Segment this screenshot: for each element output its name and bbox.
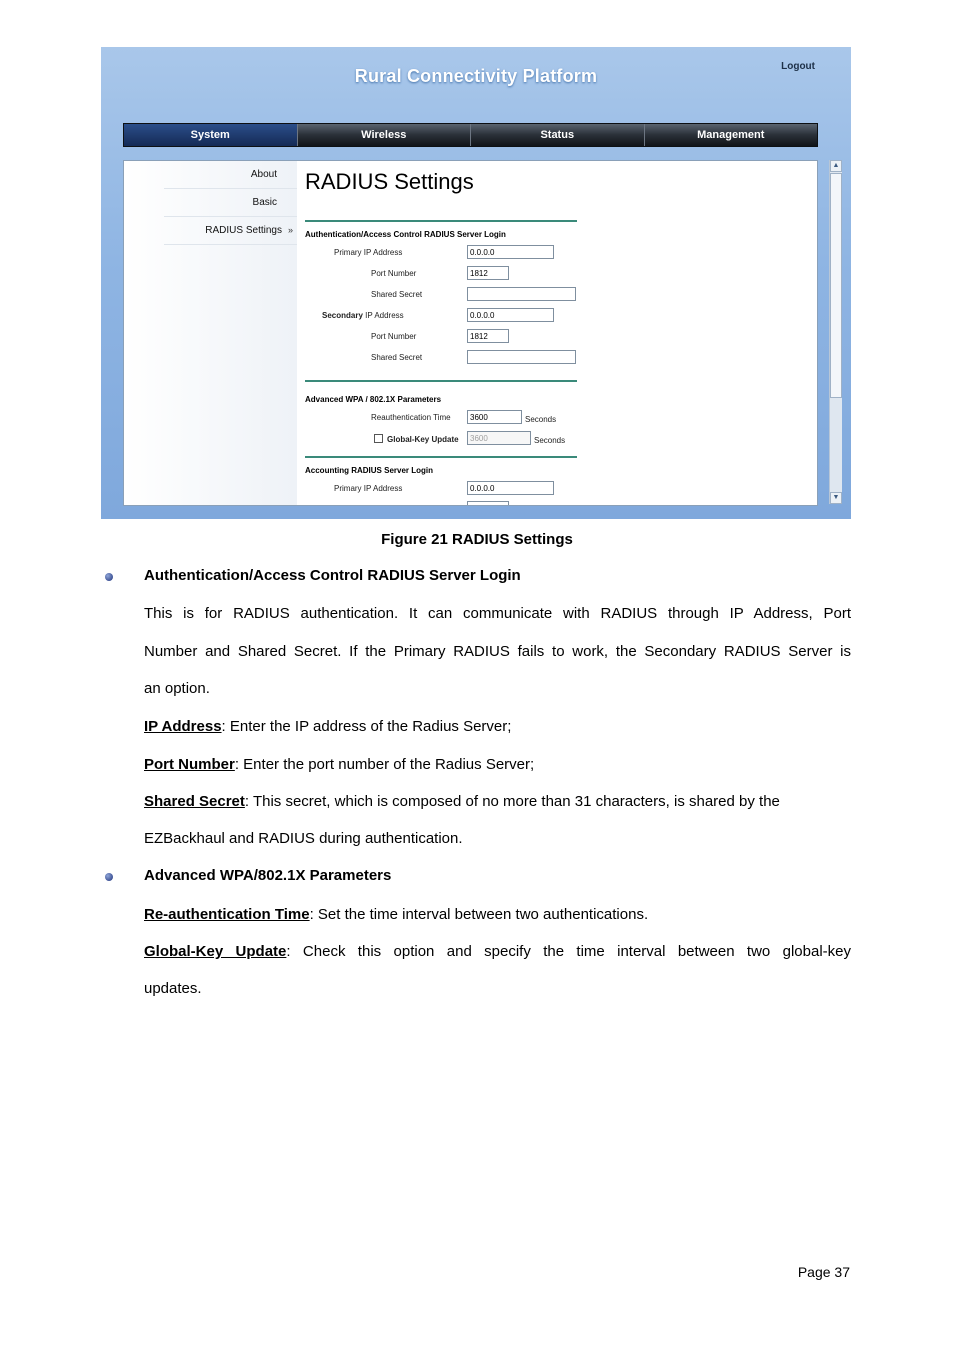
- definition-text: : Enter the port number of the Radius Server;: [234, 756, 535, 773]
- page-title: RADIUS Settings: [305, 169, 474, 194]
- scroll-down-arrow-icon[interactable]: ▼: [830, 492, 842, 504]
- tab-wireless[interactable]: Wireless: [298, 124, 472, 146]
- sidebar-item-radius-settings[interactable]: [164, 217, 297, 245]
- paragraph-line: updates.: [144, 980, 202, 997]
- logout-link[interactable]: Logout: [781, 61, 815, 72]
- wpa-section-heading: Advanced WPA / 802.1X Parameters: [305, 395, 442, 404]
- page-number: Page 37: [797, 1264, 850, 1280]
- acct-primary-label-rest: IP Address: [361, 484, 403, 493]
- definition-shared-secret: [144, 792, 851, 812]
- primary-secret-field[interactable]: [467, 287, 576, 301]
- paragraph-line: Number and Shared Secret. If the Primary RADIUS fails to work, the Secondary RADIUS Server is: [144, 643, 851, 660]
- divider: [305, 380, 577, 382]
- definition-ip-address: [144, 717, 851, 737]
- term: Global-Key Update: [144, 943, 287, 960]
- sidebar-item-about[interactable]: [164, 161, 297, 189]
- secondary-ip-label: [322, 311, 404, 320]
- secondary-label-bold: Secondary: [322, 311, 363, 320]
- global-key-update-unit: Seconds: [534, 436, 566, 445]
- settings-form: [305, 161, 805, 505]
- paragraph-line: This is for RADIUS authentication. It can communicate with RADIUS through IP Address, Port: [144, 605, 851, 622]
- sidebar: [124, 161, 297, 505]
- bullet-icon: [105, 573, 113, 581]
- global-key-update-label: Global-Key Update: [387, 435, 459, 444]
- secondary-secret-field[interactable]: [467, 350, 576, 364]
- definition-text: : Check this option and specify the time interval between two global-key: [286, 943, 852, 960]
- main-nav: [123, 123, 818, 147]
- divider: [305, 456, 577, 458]
- sidebar-item-basic[interactable]: [164, 189, 297, 217]
- primary-secret-label: Shared Secret: [371, 290, 423, 299]
- secondary-port-field[interactable]: 1812: [467, 329, 509, 343]
- figure-caption: Figure 21 RADIUS Settings: [381, 531, 573, 548]
- primary-port-label: Port Number: [371, 269, 417, 278]
- secondary-port-label: Port Number: [371, 332, 417, 341]
- acct-primary-label-bold: Primary: [334, 484, 362, 493]
- definition-text: : This secret, which is composed of no more than 31 characters, is shared by the: [244, 793, 780, 810]
- global-key-update-field[interactable]: 3600: [467, 431, 531, 445]
- section-heading: Authentication/Access Control RADIUS Server Login: [144, 567, 521, 584]
- app-title: Rural Connectivity Platform: [354, 66, 598, 86]
- acct-section-heading: Accounting RADIUS Server Login: [305, 466, 434, 475]
- double-chevron-right-icon: »: [287, 225, 293, 235]
- secondary-label-rest: IP Address: [362, 311, 404, 320]
- tab-status[interactable]: Status: [471, 124, 645, 146]
- definition-text: : Set the time interval between two authentications.: [309, 906, 649, 923]
- primary-ip-label: [334, 248, 402, 257]
- definition-global-key-update: [144, 942, 851, 962]
- sidebar-item-label: About: [250, 169, 277, 180]
- auth-section-heading: Authentication/Access Control RADIUS Server Login: [305, 230, 506, 239]
- reauth-unit: Seconds: [525, 415, 557, 424]
- content-panel: [123, 160, 818, 506]
- acct-primary-ip-field[interactable]: 0.0.0.0: [467, 481, 554, 495]
- paragraph-line: an option.: [144, 680, 210, 697]
- sidebar-item-label: RADIUS Settings: [205, 225, 282, 236]
- term: IP Address: [144, 718, 222, 735]
- sidebar-item-label: Basic: [252, 197, 277, 208]
- definition-text: : Enter the IP address of the Radius Server;: [221, 718, 512, 735]
- acct-primary-port-field[interactable]: [467, 501, 509, 506]
- app-screenshot: [101, 47, 851, 519]
- reauth-label: Reauthentication Time: [371, 413, 451, 422]
- definition-port-number: [144, 755, 851, 775]
- tab-system[interactable]: System: [124, 124, 298, 146]
- scroll-thumb[interactable]: [830, 173, 842, 398]
- term: Re-authentication Time: [144, 906, 310, 923]
- global-key-update-checkbox[interactable]: [374, 434, 383, 443]
- primary-label-rest: IP Address: [361, 248, 403, 257]
- section-heading: Advanced WPA/802.1X Parameters: [144, 867, 392, 884]
- tab-management[interactable]: Management: [697, 129, 765, 141]
- bullet-icon: [105, 873, 113, 881]
- acct-primary-ip-label: [334, 484, 402, 493]
- paragraph-line: EZBackhaul and RADIUS during authentication.: [144, 830, 463, 847]
- primary-ip-field[interactable]: 0.0.0.0: [467, 245, 554, 259]
- term: Port Number: [144, 756, 235, 773]
- divider: [305, 220, 577, 222]
- vertical-scrollbar[interactable]: [829, 160, 842, 504]
- primary-label-bold: Primary: [334, 248, 362, 257]
- secondary-secret-label: Shared Secret: [371, 353, 423, 362]
- term: Shared Secret: [144, 793, 245, 810]
- secondary-ip-field[interactable]: 0.0.0.0: [467, 308, 554, 322]
- primary-port-field[interactable]: 1812: [467, 266, 509, 280]
- scroll-up-arrow-icon[interactable]: ▲: [830, 160, 842, 172]
- definition-reauth-time: [144, 905, 851, 925]
- reauth-time-field[interactable]: 3600: [467, 410, 522, 424]
